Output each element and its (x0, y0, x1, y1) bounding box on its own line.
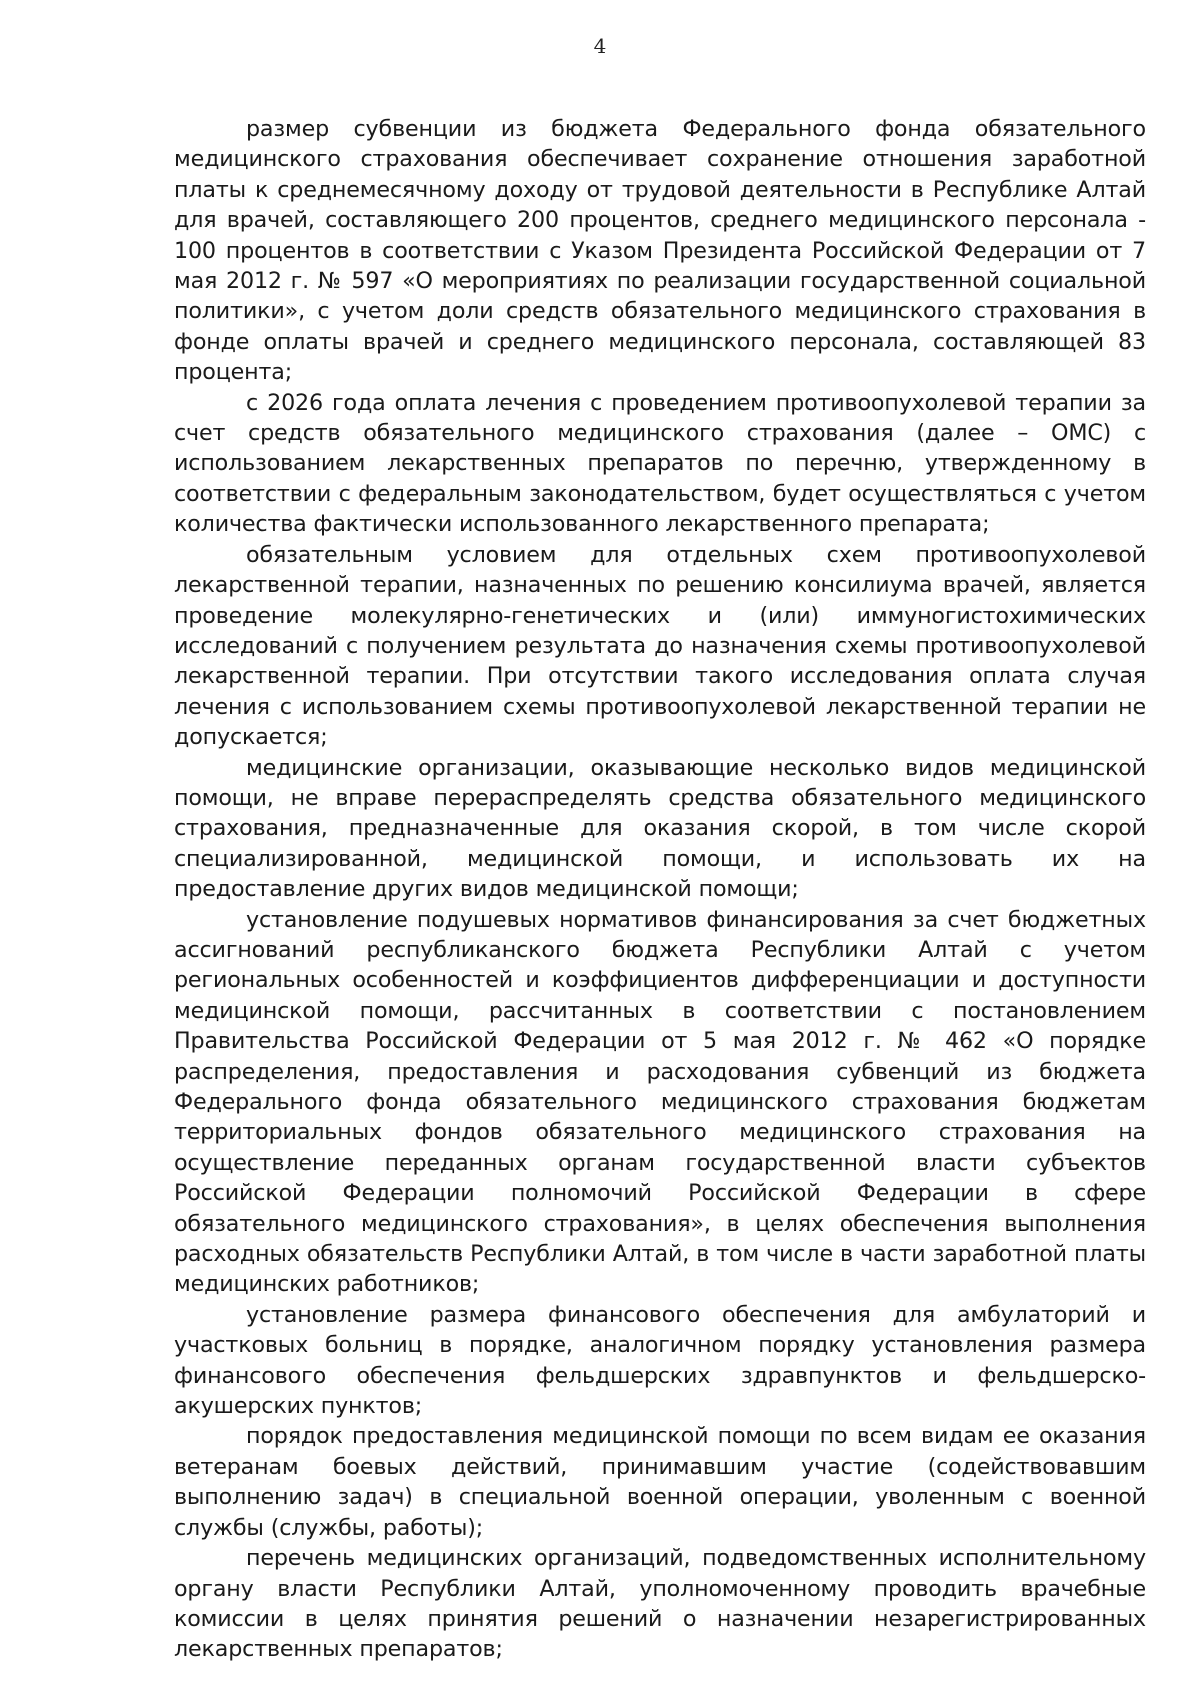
paragraph-per-capita-standards: установление подушевых нормативов финансирования за счет бюджетных ассигнований республиканского бюджета Республики Алтай с учетом региональных особенностей и коэффициентов дифференциации и доступности медицинской помощи, рассчитанных в соответствии с постановлением Правительства Российской Федерации от 5 мая 2012 г. № 462 «О порядке распределения, предоставления и расходования субвенций из бюджета Федерального фонда обязательного медицинского страхования бюджетам территориальных фондов обязательного медицинского страхования на осуществление переданных органам государственной власти субъектов Российской Федерации полномочий Российской Федерации в сфере обязательного медицинского страхования», в целях обеспечения выполнения расходных обязательств Республики Алтай, в том числе в части заработной платы медицинских работников; (174, 906, 1146, 1298)
paragraph-veterans-care: порядок предоставления медицинской помощи по всем видам ее оказания ветеранам боевых действий, принимавшим участие (содействовавшим выполнению задач) в специальной военной операции, уволенным с военной службы (службы, работы); (174, 1423, 1146, 1541)
page-number: 4 (593, 34, 607, 58)
paragraph-subvention: размер субвенции из бюджета Федерального фонда обязательного медицинского страхования обеспечивает сохранение отношения заработной платы к среднемесячному доходу от трудовой деятельности в Республике Алтай для врачей, составляющего 200 процентов, среднего медицинского персонала - 100 процентов в соответствии с Указом Президента Российской Федерации от 7 мая 2012 г. № 597 «О мероприятиях по реализации государственной социальной политики», с учетом доли средств обязательного медицинского страхования в фонде оплаты врачей и среднего медицинского персонала, составляющей 83 процента; (174, 116, 1146, 386)
paragraph-medical-organizations-list: перечень медицинских организаций, подведомственных исполнительному органу власти Республики Алтай, уполномоченному проводить врачебные комиссии в целях принятия решений о назначении незарегистрированных лекарственных препаратов; (174, 1545, 1146, 1663)
body-text (174, 114, 1146, 1665)
paragraph-ambulatory-financing: установление размера финансового обеспечения для амбулаторий и участковых больниц в порядке, аналогичном порядку установления размера финансового обеспечения фельдшерских здравпунктов и фельдшерско-акушерских пунктов; (174, 1301, 1146, 1420)
paragraph-antitumor-therapy-payment: с 2026 года оплата лечения с проведением противоопухолевой терапии за счет средств обязательного медицинского страхования (далее – ОМС) с использованием лекарственных препаратов по перечню, утвержденному в соответствии с федеральным законодательством, будет осуществляться с учетом количества фактически использованного лекарственного препарата; (174, 389, 1146, 538)
paragraph-no-redistribution: медицинские организации, оказывающие несколько видов медицинской помощи, не вправе перераспределять средства обязательного медицинского страхования, предназначенные для оказания скорой, в том числе скорой специализированной, медицинской помощи, и использовать их на предоставление других видов медицинской помощи; (174, 754, 1146, 903)
paragraph-molecular-genetic-requirement: обязательным условием для отдельных схем противоопухолевой лекарственной терапии, назначенных по решению консилиума врачей, является проведение молекулярно-генетических и (или) иммуногистохимических исследований с получением результата до назначения схемы противоопухолевой лекарственной терапии. При отсутствии такого исследования оплата случая лечения с использованием схемы противоопухолевой лекарственной терапии не допускается; (174, 541, 1146, 751)
